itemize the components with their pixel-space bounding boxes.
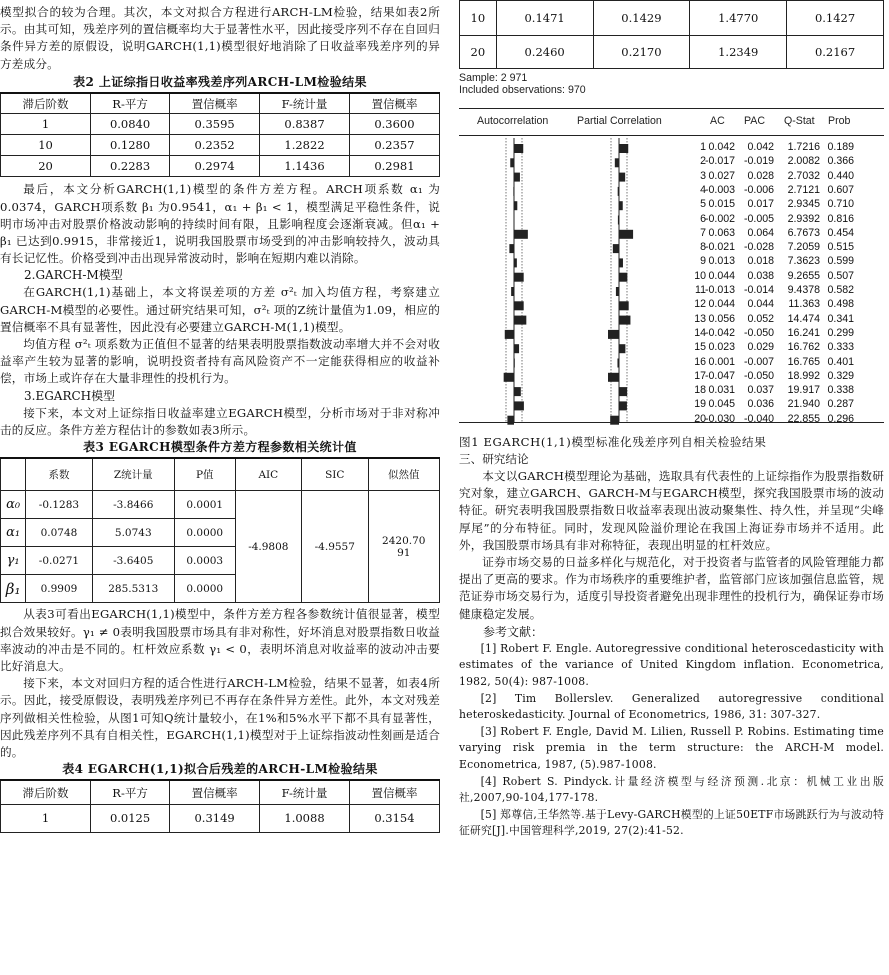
- prob-value: 0.498: [827, 298, 854, 311]
- pac-value: 0.064: [747, 226, 774, 239]
- pac-value: -0.007: [743, 355, 774, 368]
- pac-bar: [613, 244, 619, 253]
- pac-value: -0.050: [743, 326, 774, 339]
- param-symbol: α₀: [1, 491, 26, 519]
- table-row: [460, 36, 884, 69]
- table-cell: 1.1436: [260, 156, 350, 177]
- prob-value: 0.333: [827, 341, 854, 354]
- table-cell: 0.2974: [170, 156, 260, 177]
- table-cell: -3.6405: [92, 547, 174, 575]
- table-2-header: F-统计量: [260, 93, 350, 114]
- q-stat-value: 2.9345: [787, 198, 820, 211]
- table-cell: 0.0000: [174, 575, 235, 603]
- ac-bar: [514, 316, 526, 325]
- ac-bar: [514, 273, 524, 282]
- prob-value: 0.338: [827, 384, 854, 397]
- loglik-part-1: 2420.70: [382, 534, 426, 547]
- table-cell: 0.3600: [349, 114, 439, 135]
- lag-number: 14: [694, 326, 706, 339]
- pac-bar: [619, 273, 627, 282]
- param-symbol: β₁: [1, 575, 26, 603]
- table-cell: 10: [460, 1, 497, 36]
- ac-value: 0.031: [708, 384, 735, 397]
- pac-bar: [615, 158, 619, 167]
- table-cell: 1: [1, 804, 91, 832]
- sample-line: Sample: 2 971: [459, 72, 528, 84]
- q-stat-value: 2.0082: [787, 155, 820, 168]
- ac-header: AC: [710, 115, 725, 127]
- reference-1: [1] Robert F. Engle. Autoregressive conditional heteroscedasticity with estimates of the variance of United Kingdom inflation. Econometrica, 1982, 50(4): 987-1008.: [459, 641, 884, 689]
- left-column: [0, 0, 440, 833]
- pac-value: -0.019: [743, 155, 774, 168]
- table-2-header: 置信概率: [170, 93, 260, 114]
- pac-bar: [618, 187, 619, 196]
- table-cell: 0.1429: [593, 1, 690, 36]
- q-stat-value: 9.2655: [787, 269, 820, 282]
- pac-value: 0.018: [747, 255, 774, 268]
- references-title: 参考文献：: [483, 624, 544, 639]
- table-3-caption: 表3 EGARCH模型条件方差方程参数相关统计值: [83, 439, 357, 454]
- table-cell: 20: [460, 36, 497, 69]
- pac-bar: [619, 144, 628, 153]
- lag-number: 2: [700, 155, 706, 168]
- ac-bar: [509, 244, 514, 253]
- table-cell: 0.2283: [91, 156, 170, 177]
- q-stat-value: 14.474: [787, 312, 820, 325]
- pac-bar: [617, 359, 619, 368]
- q-stat-value: 16.765: [787, 355, 820, 368]
- q-stat-value: 21.940: [787, 398, 820, 411]
- section-heading-garch-m: 2.GARCH-M模型: [24, 268, 123, 283]
- prob-value: 0.401: [827, 355, 854, 368]
- ac-bar: [514, 387, 521, 396]
- prob-value: 0.296: [827, 412, 854, 425]
- ac-bar: [514, 173, 520, 182]
- table-cell: 0.8387: [260, 114, 350, 135]
- q-stat-value: 1.7216: [787, 141, 820, 153]
- ac-value: 0.045: [708, 398, 735, 411]
- ac-value: 0.027: [708, 169, 735, 182]
- prob-value: 0.329: [827, 369, 854, 382]
- ac-bar: [507, 416, 514, 425]
- table-3-header: [1, 458, 26, 491]
- ac-bar: [514, 359, 515, 368]
- ac-value: 0.015: [708, 198, 735, 211]
- table-row: [1, 114, 440, 135]
- pac-value: 0.036: [747, 398, 774, 411]
- table-cell: 0.2167: [787, 36, 884, 69]
- ac-bar: [511, 287, 514, 296]
- table-cell: 0.2352: [170, 135, 260, 156]
- conclusion-heading: 三、研究结论: [459, 452, 529, 466]
- prob-value: 0.287: [827, 398, 854, 411]
- prob-value: 0.366: [827, 155, 854, 168]
- prob-header: Prob: [828, 115, 851, 127]
- loglik-value: [368, 491, 440, 603]
- correlogram-bottom-rule: [459, 422, 884, 423]
- ac-bar: [514, 144, 523, 153]
- pac-value: 0.052: [747, 312, 774, 325]
- ac-bar: [510, 158, 514, 167]
- pac-bar: [619, 401, 627, 410]
- table-cell: 0.2460: [496, 36, 593, 69]
- table-cell: 1.4770: [690, 1, 787, 36]
- table-cell: -3.8466: [92, 491, 174, 519]
- loglik-part-2: 91: [397, 546, 411, 559]
- pac-bar: [619, 173, 625, 182]
- ac-value: -0.013: [704, 284, 735, 296]
- table-cell: 0.0840: [91, 114, 170, 135]
- table-row: [460, 1, 884, 36]
- table-cell: 10: [1, 135, 91, 156]
- pac-bar: [619, 387, 627, 396]
- table-cell: 1.0088: [260, 804, 350, 832]
- conclusion-paragraph-2: 证券市场交易的日益多样化与规范化，对于投资者与监管者的风险管理能力都提出了更高的要求。作为市场秩序的重要维护者，监管部门应该加强信息监管，规范证券市场交易行为，适度引导投资者避免出现非理性的投机行为，确保证券市场健康稳定发展。: [459, 555, 884, 621]
- table-3: [0, 457, 440, 604]
- pac-value: 0.044: [747, 298, 774, 311]
- section-heading-egarch: 3.EGARCH模型: [24, 388, 116, 403]
- ac-bar: [505, 330, 514, 339]
- pac-value: 0.017: [747, 198, 774, 211]
- pac-value: -0.005: [743, 212, 774, 225]
- prob-value: 0.599: [827, 255, 854, 268]
- ac-bar: [514, 258, 517, 267]
- q-stat-value: 2.7032: [787, 169, 820, 182]
- q-stat-value: 22.855: [787, 412, 820, 425]
- included-observations: Included observations: 970: [459, 84, 586, 96]
- table-cell: 1.2822: [260, 135, 350, 156]
- table-cell: 0.1427: [787, 1, 884, 36]
- ac-bar: [514, 201, 517, 210]
- pac-value: 0.029: [747, 341, 774, 354]
- q-stat-value: 6.7673: [787, 226, 820, 239]
- table-cell: 0.3149: [170, 804, 260, 832]
- lag-number: 6: [700, 212, 706, 225]
- table-cell: 5.0743: [92, 519, 174, 547]
- table-3-header: SIC: [302, 458, 368, 491]
- table-cell: 0.1471: [496, 1, 593, 36]
- ac-value: -0.002: [704, 212, 735, 225]
- paragraph-6: 从表3可看出EGARCH(1,1)模型中，条件方差方程各参数统计值很显著，模型拟合效果较好。γ₁ ≠ 0表明我国股票市场具有非对称性，好坏消息对股票指数日收益率波动的冲击是不同的。杠杆效应系数 γ₁ < 0，表明坏消息对收益率的波动冲击要比好消息大。: [0, 607, 440, 674]
- reference-2: [2] Tim Bollerslev. Generalized autoregressive conditional heteroskedasticity. Journal of Econometrics, 1986, 31: 307-327.: [459, 691, 884, 722]
- paragraph-7: 接下来，本文对回归方程的适合性进行ARCH-LM检验，结果不显著，如表4所示。因此，接受原假设，表明残差序列已不再存在条件异方差性。此外，本文对残差序列做相关性检验，从图1可知Q统计量较小，在1%和5%水平下都不具有显著性，因此残差序列不具有自相关性，EGARCH(1,1)模型对于上证综指波动性刻画是适合的。: [0, 676, 440, 760]
- paragraph-2: 最后，本文分析GARCH(1,1)模型的条件方差方程。ARCH项系数 α₁ 为0.0374，GARCH项系数 β₁ 为0.9541，α₁ + β₁ < 1，模型满足平稳性条件，说明市场冲击对股票价格波动影响的持续时间有限，且影响程度会逐渐衰减。但α₁ + β₁ 已达到0.9915，非常接近1，说明我国股票市场受到的冲击影响较持久，波动具有长记忆性。价格受到冲击出现异常波动时，影响在短期内难以消除。: [0, 182, 440, 266]
- aic-value: -4.9808: [235, 491, 301, 603]
- table-cell: -0.1283: [26, 491, 92, 519]
- table-cell: 285.5313: [92, 575, 174, 603]
- conclusion-paragraph-1: 本文以GARCH模型理论为基础，选取具有代表性的上证综指作为股票指数研究对象，建立GARCH、GARCH-M与EGARCH模型，探究我国股票市场的波动特征。研究表明我国股票指数日收益率表现出波动聚集性、持久性，并呈现“尖峰厚尾”的分布特征。同时，发现风险溢价理论在我国上海证券市场并不适用。此外，我国股票市场具有非对称特征，表现出明显的杠杆效应。: [459, 469, 884, 552]
- table-row: [1, 491, 440, 519]
- table-row: [1, 804, 440, 832]
- lag-number: 16: [694, 355, 706, 368]
- ac-bar: [513, 187, 514, 196]
- pac-value: 0.042: [747, 141, 774, 153]
- q-stat-value: 2.7121: [787, 183, 820, 196]
- q-stat-value: 11.363: [788, 298, 820, 311]
- ac-value: 0.063: [708, 226, 735, 239]
- pac-value: -0.006: [743, 183, 774, 196]
- q-stat-value: 7.3623: [787, 255, 820, 268]
- table-4-header: 置信概率: [349, 780, 439, 804]
- prob-value: 0.515: [827, 241, 854, 254]
- prob-value: 0.507: [827, 269, 854, 282]
- ac-bar: [514, 401, 524, 410]
- pac-bar: [618, 216, 619, 225]
- lag-number: 13: [694, 312, 706, 325]
- reference-5: [5] 郑尊信,王华然等.基于Levy-GARCH模型的上证50ETF市场跳跃行为与波动特征研究[J].中国管理科学,2019, 27(2):41-52.: [459, 807, 884, 838]
- lag-number: 15: [694, 341, 706, 354]
- ac-value: -0.042: [704, 326, 735, 339]
- param-symbol: γ₁: [1, 547, 26, 575]
- prob-value: 0.582: [827, 284, 854, 296]
- paragraph-4: 均值方程 σ²ₜ 项系数为正值但不显著的结果表明股票指数波动率增大并不会对收益率产生较为显著的影响，说明投资者持有高风险资产不一定能获得相应的收益补偿，市场上或许存在大量非理性的投机行为。: [0, 336, 440, 386]
- prob-value: 0.816: [827, 212, 854, 225]
- ac-value: -0.003: [704, 183, 735, 196]
- param-symbol: α₁: [1, 519, 26, 547]
- pac-bar: [619, 258, 623, 267]
- table-3-header: 系数: [26, 458, 92, 491]
- lag-number: 5: [700, 198, 706, 211]
- paragraph-5: 接下来，本文对上证综指日收益率建立EGARCH模型，分析市场对于非对称冲击的反应。条件方差方程估计的参数如表3所示。: [0, 405, 440, 437]
- autocorrelation-header: Autocorrelation: [477, 115, 549, 127]
- reference-3: [3] Robert F. Engle, David M. Lilien, Russell P. Robins. Estimating time varying risk premia in the term structure: the ARCH-M model. Econometrica, 1987, (5).987-1008.: [459, 724, 884, 771]
- pac-value: -0.040: [743, 412, 774, 425]
- prob-value: 0.299: [827, 326, 854, 339]
- table-cell: 0.1280: [91, 135, 170, 156]
- pac-value: 0.037: [747, 384, 774, 397]
- q-stat-value: 18.992: [787, 369, 820, 382]
- paragraph-3: 在GARCH(1,1)基础上，本文将误差项的方差 σ²ₜ 加入均值方程，考察建立GARCH-M模型的必要性。通过研究结果可知，σ²ₜ 项的Z统计量值为1.09，相应的置信概率不具有显著性，因此没有必要建立GARCH-M(1,1)模型。: [0, 285, 440, 334]
- table-cell: 0.0748: [26, 519, 92, 547]
- paragraph-1: 模型拟合的较为合理。其次，本文对拟合方程进行ARCH-LM检验，结果如表2所示。由其可知，残差序列的置信概率均大于显著性水平，因此接受序列不存在自回归条件异方差的原假设，说明GARCH(1,1)模型很好地消除了日收益率残差序列的异方差成分。: [0, 5, 440, 71]
- table-3-header: P值: [174, 458, 235, 491]
- ac-value: -0.021: [704, 241, 735, 254]
- pac-bar: [608, 373, 619, 382]
- table-cell: -0.0271: [26, 547, 92, 575]
- correlogram-bars: [459, 136, 689, 426]
- table-cell: 1.2349: [690, 36, 787, 69]
- pac-header: PAC: [744, 115, 765, 127]
- table-4-header: 滞后阶数: [1, 780, 91, 804]
- ac-value: 0.044: [708, 269, 735, 282]
- table-4-header: 置信概率: [170, 780, 260, 804]
- pac-value: 0.038: [747, 269, 774, 282]
- table-cell: 0.0000: [174, 519, 235, 547]
- pac-bar: [616, 287, 619, 296]
- ac-value: 0.056: [708, 312, 735, 325]
- ac-value: -0.030: [704, 412, 735, 425]
- pac-bar: [619, 201, 623, 210]
- pac-bar: [610, 416, 619, 425]
- pac-bar: [619, 344, 625, 353]
- lag-number: 7: [700, 226, 706, 239]
- ac-bar: [514, 216, 515, 225]
- ac-value: 0.023: [708, 341, 735, 354]
- lag-number: 10: [694, 269, 706, 282]
- table-cell: 0.3154: [349, 804, 439, 832]
- table-3-header: AIC: [235, 458, 301, 491]
- lag-number: 4: [700, 183, 706, 196]
- lag-number: 9: [700, 255, 706, 268]
- table-4-header: F-统计量: [260, 780, 350, 804]
- ac-bar: [504, 373, 514, 382]
- table-4-caption: 表4 EGARCH(1,1)拟合后残差的ARCH-LM检验结果: [62, 762, 378, 777]
- q-stat-value: 7.2059: [787, 241, 820, 254]
- ac-value: 0.044: [708, 298, 735, 311]
- pac-bar: [619, 316, 630, 325]
- lag-number: 18: [694, 384, 706, 397]
- table-row: [1, 135, 440, 156]
- table-cell: 0.0125: [91, 804, 170, 832]
- pac-bar: [619, 301, 629, 310]
- table-cell: 0.3595: [170, 114, 260, 135]
- lag-number: 1: [700, 141, 706, 153]
- table-cell: 0.0003: [174, 547, 235, 575]
- table-2: [0, 92, 440, 178]
- q-stat-value: 16.241: [787, 326, 820, 339]
- pac-bar: [619, 230, 633, 239]
- lag-number: 17: [694, 369, 706, 382]
- qstat-header: Q-Stat: [784, 115, 815, 127]
- table-cell: 1: [1, 114, 91, 135]
- table-2-header: R-平方: [91, 93, 170, 114]
- ac-value: 0.042: [708, 141, 735, 153]
- prob-value: 0.454: [827, 226, 854, 239]
- right-column: [459, 0, 884, 840]
- table-3-header: 似然值: [368, 458, 440, 491]
- partial-correlation-header: Partial Correlation: [577, 115, 662, 127]
- ac-bar: [514, 230, 528, 239]
- prob-value: 0.341: [827, 312, 854, 325]
- figure-1-caption: 图1 EGARCH(1,1)模型标准化残差序列自相关检验结果: [459, 435, 767, 449]
- lag-number: 20: [694, 412, 706, 425]
- q-stat-value: 16.762: [787, 341, 820, 354]
- correlogram: [459, 108, 884, 426]
- lag-number: 3: [700, 169, 706, 182]
- prob-value: 0.607: [827, 183, 854, 196]
- lag-number: 11: [695, 284, 706, 296]
- table-cell: 0.0001: [174, 491, 235, 519]
- correlogram-top-rule: [459, 108, 884, 109]
- sic-value: -4.9557: [302, 491, 368, 603]
- pac-bar: [608, 330, 619, 339]
- pac-value: -0.028: [743, 241, 774, 254]
- lag-number: 19: [694, 398, 706, 411]
- table-cell: 0.9909: [26, 575, 92, 603]
- prob-value: 0.710: [827, 198, 854, 211]
- ac-bar: [514, 344, 519, 353]
- table-4-continued: [459, 0, 884, 69]
- table-2-caption: 表2 上证综指日收益率残差序列ARCH-LM检验结果: [73, 74, 367, 89]
- lag-number: 8: [700, 241, 706, 254]
- ac-value: 0.001: [708, 355, 735, 368]
- q-stat-value: 19.917: [787, 384, 820, 397]
- table-4: [0, 779, 440, 833]
- prob-value: 0.440: [827, 169, 854, 182]
- table-2-header: 置信概率: [349, 93, 439, 114]
- table-cell: 20: [1, 156, 91, 177]
- pac-value: -0.014: [743, 284, 774, 296]
- table-2-header: 滞后阶数: [1, 93, 91, 114]
- reference-4: [4] Robert S. Pindyck.计量经济模型与经济预测.北京：机械工业出版社,2007,90-104,177-178.: [459, 774, 884, 805]
- table-cell: 0.2170: [593, 36, 690, 69]
- pac-value: -0.050: [743, 369, 774, 382]
- prob-value: 0.189: [827, 141, 854, 153]
- lag-number: 12: [694, 298, 706, 311]
- ac-value: 0.013: [708, 255, 735, 268]
- pac-value: 0.028: [747, 169, 774, 182]
- q-stat-value: 9.4378: [787, 284, 820, 296]
- table-cell: 0.2981: [349, 156, 439, 177]
- table-4-header: R-平方: [91, 780, 170, 804]
- table-3-header: Z统计量: [92, 458, 174, 491]
- q-stat-value: 2.9392: [787, 212, 820, 225]
- ac-bar: [514, 301, 524, 310]
- ac-value: -0.047: [704, 369, 735, 382]
- table-row: [1, 156, 440, 177]
- table-cell: 0.2357: [349, 135, 439, 156]
- ac-value: -0.017: [704, 155, 735, 168]
